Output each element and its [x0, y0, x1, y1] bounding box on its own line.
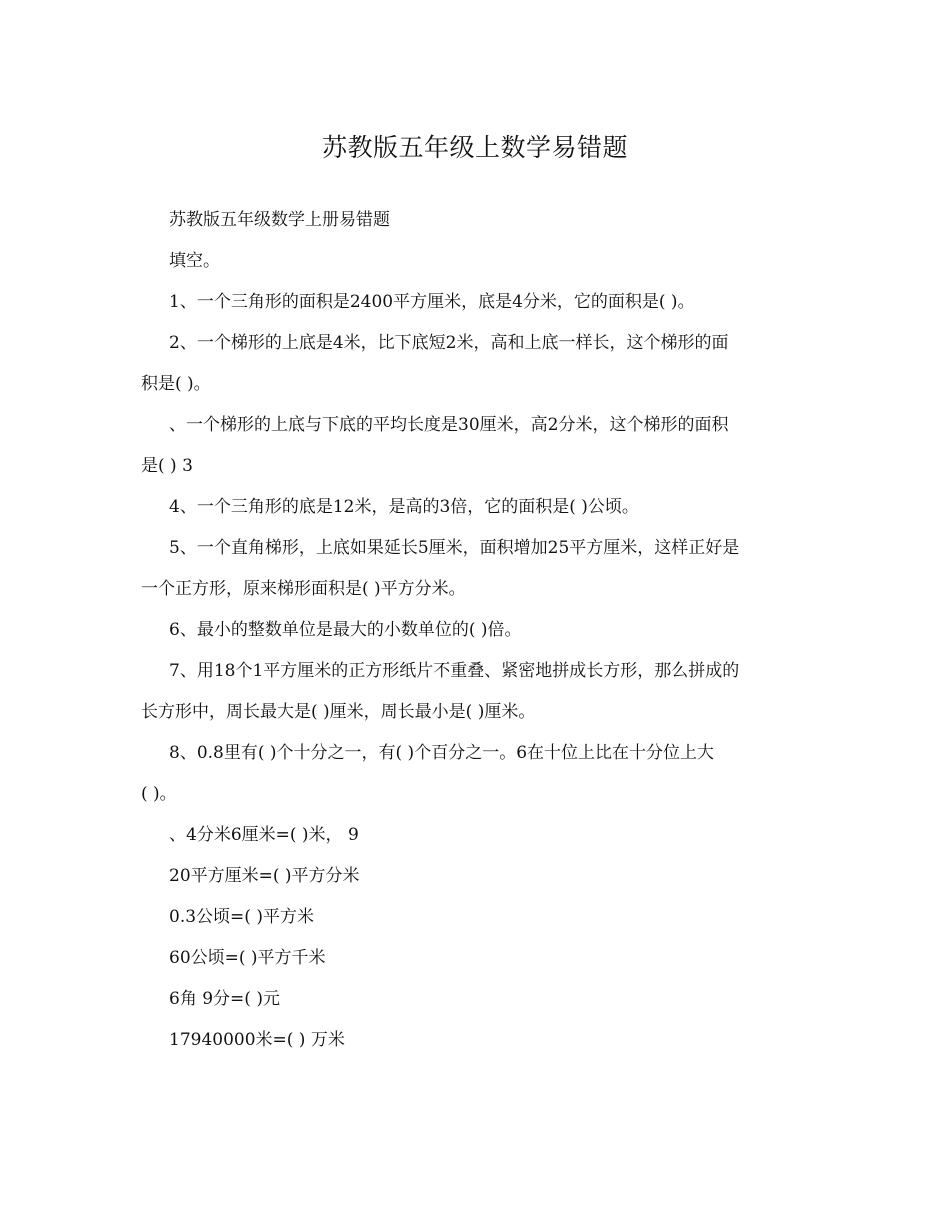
- question-8-line-1: 8、0.8里有( )个十分之一，有( )个百分之一。6在十位上比在十分位上大: [169, 743, 715, 763]
- question-2-line-1: 2、一个梯形的上底是4米，比下底短2米，高和上底一样长，这个梯形的面: [169, 333, 729, 353]
- question-8-line-2: ( )。: [141, 784, 177, 804]
- question-9-line-5: 6角 9分=( )元: [169, 989, 280, 1009]
- question-9-line-1: 、4分米6厘米=( )米， 9: [169, 825, 359, 845]
- question-7-line-1: 7、用18个1平方厘米的正方形纸片不重叠、紧密地拼成长方形，那么拼成的: [169, 661, 740, 681]
- question-9-line-4: 60公顷=( )平方千米: [169, 948, 326, 968]
- section-label: 填空。: [169, 251, 220, 271]
- question-5-line-2: 一个正方形，原来梯形面积是( )平方分米。: [141, 579, 466, 599]
- question-3-line-2: 是( ) 3: [141, 456, 193, 476]
- question-1: 1、一个三角形的面积是2400平方厘米，底是4分米，它的面积是( )。: [169, 292, 695, 312]
- question-4: 4、一个三角形的底是12米，是高的3倍，它的面积是( )公顷。: [169, 497, 639, 517]
- question-3-line-1: 、一个梯形的上底与下底的平均长度是30厘米，高2分米，这个梯形的面积: [169, 415, 729, 435]
- question-9-line-3: 0.3公顷=( )平方米: [169, 907, 314, 927]
- question-9-line-6: 17940000米=( ) 万米: [169, 1030, 345, 1050]
- question-7-line-2: 长方形中，周长最大是( )厘米，周长最小是( )厘米。: [141, 702, 536, 722]
- question-2-line-2: 积是( )。: [141, 374, 211, 394]
- question-9-line-2: 20平方厘米=( )平方分米: [169, 866, 360, 886]
- document-body: [141, 200, 811, 1061]
- document-title: 苏教版五年级上数学易错题: [321, 133, 628, 162]
- document-subtitle: 苏教版五年级数学上册易错题: [169, 210, 390, 230]
- question-5-line-1: 5、一个直角梯形，上底如果延长5厘米，面积增加25平方厘米，这样正好是: [169, 538, 740, 558]
- question-6: 6、最小的整数单位是最大的小数单位的( )倍。: [169, 620, 522, 640]
